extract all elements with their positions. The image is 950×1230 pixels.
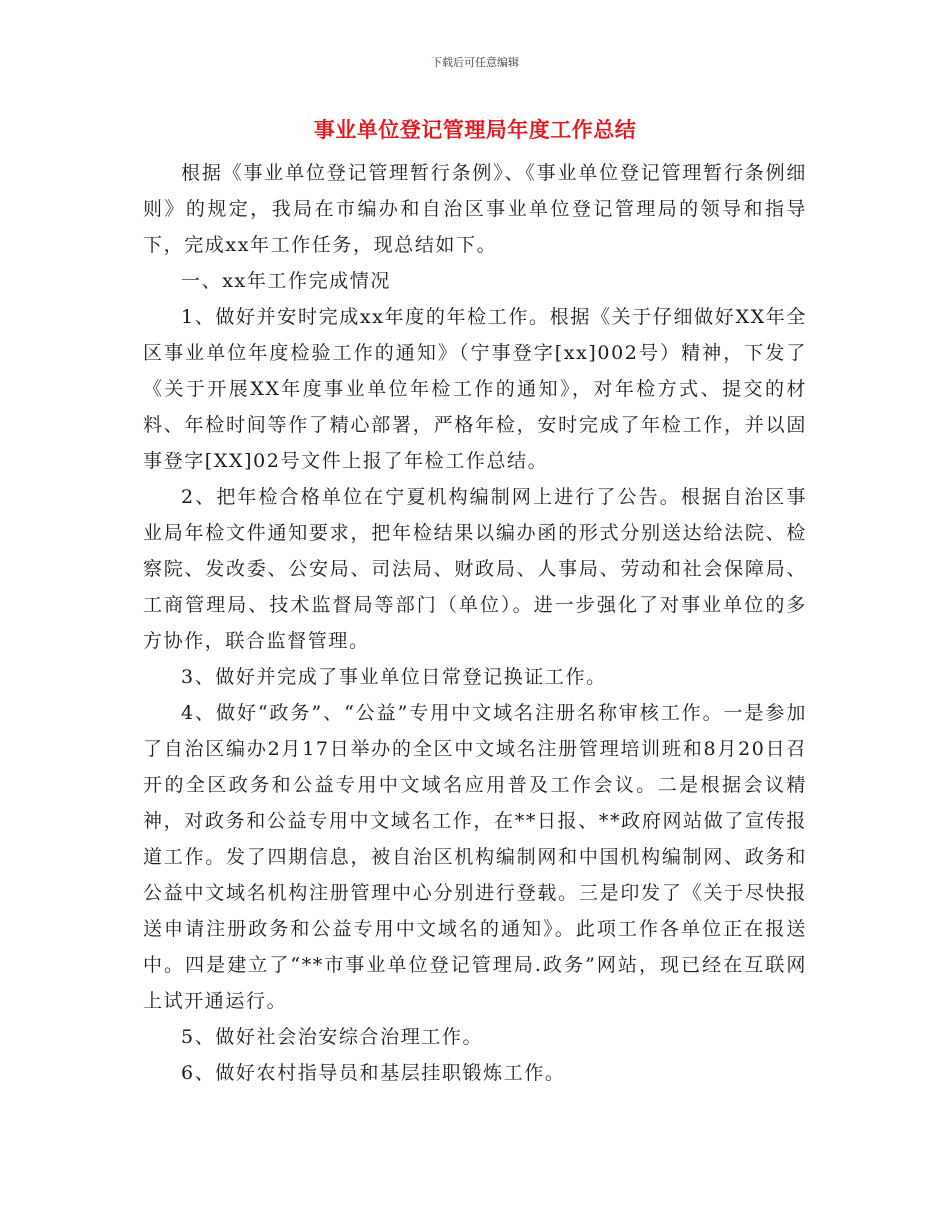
header-note: 下载后可任意编辑: [431, 56, 519, 69]
paragraph-item-3: 3、做好并完成了事业单位日常登记换证工作。: [181, 666, 607, 688]
paragraph-intro: 根据《事业单位登记管理暂行条例》、《事业单位登记管理暂行条例细则》的规定，我局在市编办和自治区事业单位登记管理局的领导和指导下，完成xx年工作任务，现总结如下。: [143, 162, 807, 256]
paragraph-section-heading: 一、xx年工作完成情况: [181, 270, 392, 292]
paragraph-item-2: 2、把年检合格单位在宁夏机构编制网上进行了公告。根据自治区事业局年检文件通知要求，把年检结果以编办函的形式分别送达给法院、检察院、发改委、公安局、司法局、财政局、人事局、劳动和社会保障局、工商管理局、技术监督局等部门（单位）。进一步强化了对事业单位的多方协作，联合监督管理。: [143, 486, 807, 652]
paragraph-item-6: 6、做好农村指导员和基层挂职锻炼工作。: [181, 1062, 566, 1084]
paragraph-item-4: 4、做好“政务”、“公益”专用中文域名注册名称审核工作。一是参加了自治区编办2月17日举办的全区中文域名注册管理培训班和8月20日召开的全区政务和公益专用中文域名应用普及工作会议。二是根据会议精神，对政务和公益专用中文域名工作，在**日报、**政府网站做了宣传报道工作。发了四期信息，被自治区机构编制网和中国机构编制网、政务和公益中文域名机构注册管理中心分别进行登载。三是印发了《关于尽快报送申请注册政务和公益专用中文域名的通知》。此项工作各单位正在报送中。四是建立了“**市事业单位登记管理局.政务”网站，现已经在互联网上试开通运行。: [143, 702, 807, 1012]
paragraph-item-1: 1、做好并安时完成xx年度的年检工作。根据《关于仔细做好XX年全区事业单位年度检验工作的通知》（宁事登字[xx]002号）精神，下发了《关于开展XX年度事业单位年检工作的通知》，对年检方式、提交的材料、年检时间等作了精心部署，严格年检，安时完成了年检工作，并以固事登字[XX]02号文件上报了年检工作总结。: [143, 306, 807, 472]
document-body: [143, 155, 807, 1091]
document-title: 事业单位登记管理局年度工作总结: [313, 118, 637, 142]
paragraph-item-5: 5、做好社会治安综合治理工作。: [181, 1026, 484, 1048]
